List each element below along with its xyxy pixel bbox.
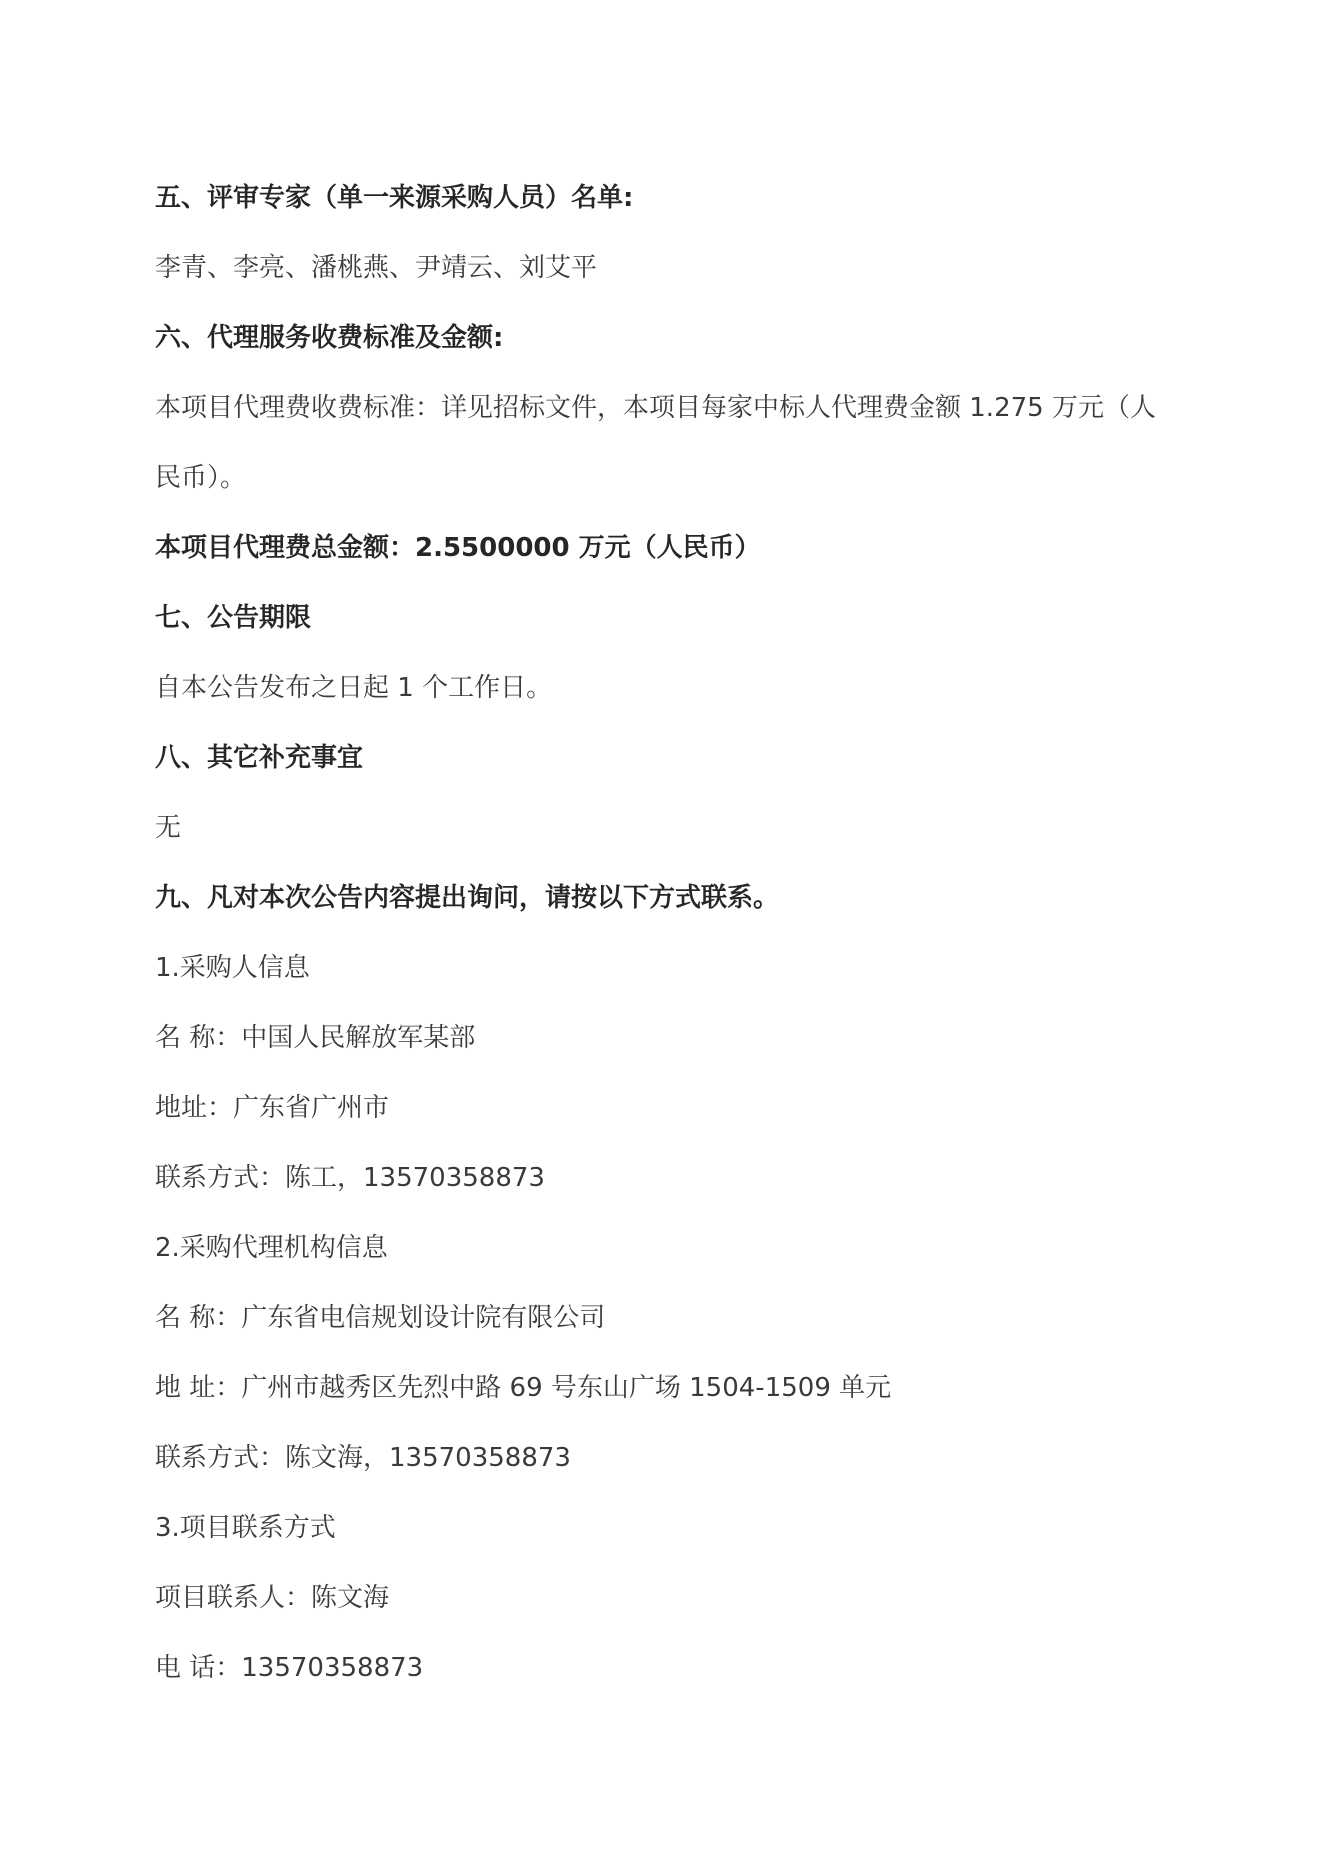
purchaser-address: 地址：广东省广州市 <box>155 1093 390 1123</box>
purchaser-contact: 联系方式：陈工，13570358873 <box>155 1163 545 1193</box>
agency-name: 名 称：广东省电信规划设计院有限公司 <box>155 1303 606 1333</box>
fee-total: 本项目代理费总金额：2.5500000 万元（人民币） <box>155 533 761 563</box>
supplementary-text: 无 <box>155 813 182 843</box>
section-7-heading: 七、公告期限 <box>155 603 312 633</box>
section-5-heading: 五、评审专家（单一来源采购人员）名单: <box>155 183 634 213</box>
project-contact-phone: 电 话：13570358873 <box>155 1653 424 1683</box>
project-contact-title: 3.项目联系方式 <box>155 1513 336 1543</box>
purchaser-name: 名 称：中国人民解放军某部 <box>155 1023 476 1053</box>
agency-contact: 联系方式：陈文海，13570358873 <box>155 1443 571 1473</box>
agency-address: 地 址：广州市越秀区先烈中路 69 号东山广场 1504-1509 单元 <box>155 1373 892 1403</box>
section-8-heading: 八、其它补充事宜 <box>155 743 364 773</box>
document-body <box>155 163 1195 1703</box>
fee-standard-line-2: 民币）。 <box>155 463 247 493</box>
fee-standard-line-1: 本项目代理费收费标准：详见招标文件，本项目每家中标人代理费金额 1.275 万元（人 <box>155 393 1156 423</box>
purchaser-title: 1.采购人信息 <box>155 953 310 983</box>
section-6-heading: 六、代理服务收费标准及金额: <box>155 323 504 353</box>
expert-list: 李青、李亮、潘桃燕、尹靖云、刘艾平 <box>155 253 598 283</box>
agency-title: 2.采购代理机构信息 <box>155 1233 388 1263</box>
notice-period: 自本公告发布之日起 1 个工作日。 <box>155 673 553 703</box>
project-contact-person: 项目联系人：陈文海 <box>155 1583 390 1613</box>
section-9-heading: 九、凡对本次公告内容提出询问，请按以下方式联系。 <box>155 883 780 913</box>
